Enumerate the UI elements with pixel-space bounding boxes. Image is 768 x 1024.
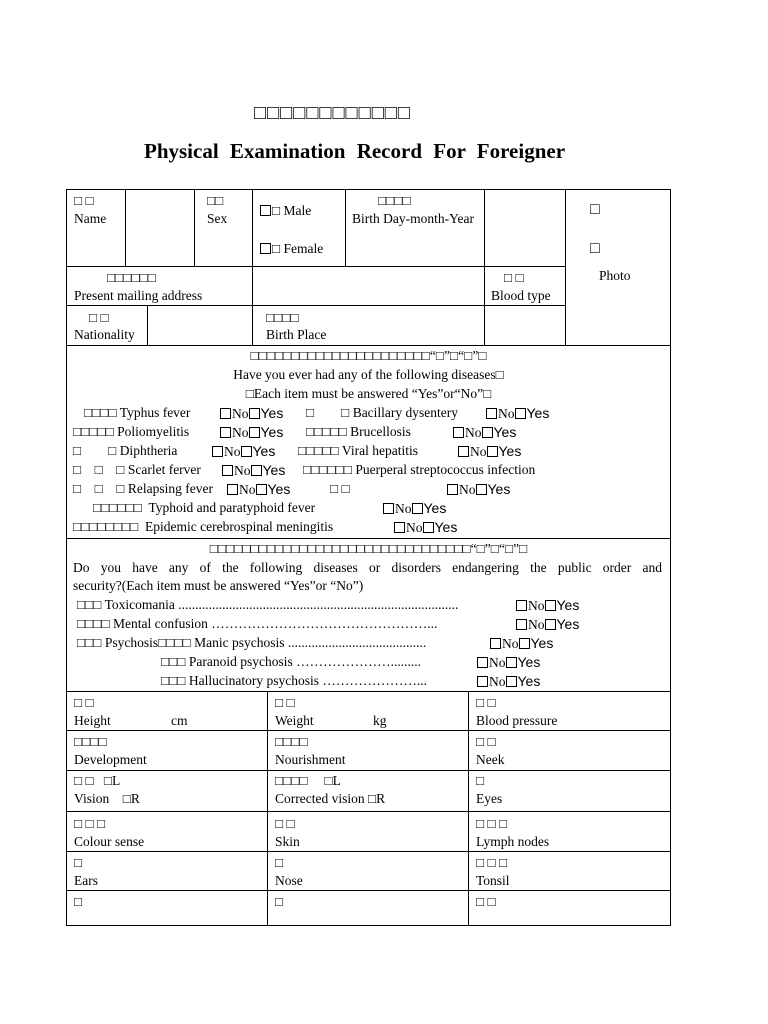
meningitis-answer[interactable]: No Yes <box>394 519 457 536</box>
disease-row: □□□□□□ Puerperal streptococcus infection <box>303 462 536 477</box>
typhoid-answer[interactable]: No Yes <box>383 500 446 517</box>
disease-row: □ □ □ Relapsing fever <box>73 481 213 496</box>
disease-row: □□□□□ Brucellosis <box>306 424 411 439</box>
height-label-cn: □ □ <box>74 695 94 710</box>
ears-label-cn: □ <box>74 855 83 870</box>
disease-row: □□□□ Typhus fever <box>84 405 191 420</box>
disorders-prompt-line2: security?(Each item must be answered “Yes”or “No”) <box>73 578 364 593</box>
address-input[interactable] <box>253 267 484 305</box>
scarlet-answer[interactable]: No Yes <box>222 462 285 479</box>
neck-label: Neek <box>476 752 505 767</box>
disease-row: □ □ Diphtheria <box>73 443 178 458</box>
blood-type-label: Blood type <box>491 288 551 303</box>
eyes-label: Eyes <box>476 791 503 806</box>
disorders-prompt-line1: Do you have any of the following diseases or disorders endangering the public order and <box>73 560 662 575</box>
disease-row: □ □ <box>330 481 350 496</box>
photo-label-cn-2: □ <box>590 240 600 257</box>
hallucinatory-answer[interactable]: No Yes <box>477 673 540 690</box>
paranoid-row: □□□ Paranoid psychosis …………………......... <box>161 654 421 669</box>
tonsil-label: Tonsil <box>476 873 510 888</box>
corrected-vision-label: Corrected vision □R <box>275 791 386 806</box>
disease-row: □ □ Bacillary dysentery <box>306 405 459 420</box>
last-row-cell-1-cn: □ <box>74 894 83 909</box>
eyes-label-cn: □ <box>476 773 485 788</box>
birth-label-cn: □□□□ <box>378 193 411 208</box>
nationality-label-cn: □ □ <box>89 310 109 325</box>
last-row-cell-3-cn: □ □ <box>476 894 496 909</box>
toxicomania-answer[interactable]: No Yes <box>516 597 579 614</box>
disease-row: □□□□□□ Typhoid and paratyphoid fever <box>93 500 316 515</box>
development-label: Development <box>74 752 147 767</box>
colour-sense-label-cn: □ □ □ <box>74 816 106 831</box>
brucellosis-answer[interactable]: No Yes <box>453 424 516 441</box>
bp-label-cn: □ □ <box>476 695 496 710</box>
birthplace-label-cn: □□□□ <box>266 310 299 325</box>
disease-row: □□□□□ Poliomyelitis <box>73 424 190 439</box>
last-row-cell-2-cn: □ <box>275 894 284 909</box>
male-option[interactable]: □ Male <box>260 203 311 219</box>
female-option[interactable]: □ Female <box>260 241 323 257</box>
disease-row: □ □ □ Scarlet ferver <box>73 462 201 477</box>
diseases-instruction: □Each item must be answered “Yes”or“No”□ <box>245 386 492 401</box>
sex-label-cn: □□ <box>207 193 224 208</box>
skin-label: Skin <box>275 834 300 849</box>
relapsing-answer[interactable]: No Yes <box>227 481 290 498</box>
weight-label-cn: □ □ <box>275 695 295 710</box>
birthplace-label: Birth Place <box>266 327 327 342</box>
neck-label-cn: □ □ <box>476 734 496 749</box>
development-label-cn: □□□□ <box>74 734 107 749</box>
nationality-label: Nationality <box>74 327 135 342</box>
height-label: Height <box>74 713 111 728</box>
typhus-answer[interactable]: No Yes <box>220 405 283 422</box>
diphtheria-answer[interactable]: No Yes <box>212 443 275 460</box>
hepatitis-answer[interactable]: No Yes <box>458 443 521 460</box>
name-input[interactable] <box>126 190 194 266</box>
birth-label: Birth Day-month-Year <box>352 211 474 226</box>
nourishment-label: Nourishment <box>275 752 346 767</box>
polio-answer[interactable]: No Yes <box>220 424 283 441</box>
nourishment-label-cn: □□□□ <box>275 734 308 749</box>
nationality-input[interactable] <box>148 306 252 345</box>
nose-label: Nose <box>275 873 303 888</box>
toxicomania-row: □□□ Toxicomania ................................................................................... <box>77 597 459 612</box>
blood-type-label-cn: □ □ <box>504 270 524 285</box>
lymph-label-cn: □ □ □ <box>476 816 508 831</box>
name-label: Name <box>74 211 107 226</box>
disorders-prompt-cn: □□□□□□□□□□□□□□□□□□□□□□□□□□□□□□□□“□”□“□”□ <box>209 541 528 556</box>
manic-answer[interactable]: No Yes <box>490 635 553 652</box>
nose-label-cn: □ <box>275 855 284 870</box>
disease-row: □□□□□ Viral hepatitis <box>298 443 418 458</box>
dysentery-answer[interactable]: No Yes <box>486 405 549 422</box>
hallucinatory-row: □□□ Hallucinatory psychosis …………………... <box>161 673 427 688</box>
vision-label-cn: □ □ □L <box>74 773 121 788</box>
weight-unit: kg <box>373 713 387 728</box>
psychosis-row: □□□ Psychosis□□□□ Manic psychosis ......................................... <box>77 635 427 650</box>
ears-label: Ears <box>74 873 98 888</box>
name-label-cn: □ □ <box>74 193 94 208</box>
diseases-prompt: Have you ever had any of the following diseases□ <box>233 367 504 382</box>
confusion-row: □□□□ Mental confusion …………………………………………... <box>77 616 438 631</box>
height-unit: cm <box>171 713 188 728</box>
skin-label-cn: □ □ <box>275 816 295 831</box>
diseases-prompt-cn: □□□□□□□□□□□□□□□□□□□□□□“□”□“□”□ <box>250 348 487 363</box>
corrected-vision-label-cn: □□□□ □L <box>275 773 341 788</box>
paranoid-answer[interactable]: No Yes <box>477 654 540 671</box>
birth-date-input[interactable] <box>485 190 565 266</box>
male-checkbox[interactable] <box>260 205 271 216</box>
vision-label: Vision □R <box>74 791 140 806</box>
bp-label: Blood pressure <box>476 713 558 728</box>
row5-right-answer[interactable]: No Yes <box>447 481 510 498</box>
disease-row: □□□□□□□□ Epidemic cerebrospinal meningitis <box>73 519 334 534</box>
lymph-label: Lymph nodes <box>476 834 550 849</box>
weight-label: Weight <box>275 713 314 728</box>
title-chinese: □□□□□□□□□□□□ <box>254 102 411 124</box>
sex-label: Sex <box>207 211 228 226</box>
address-label: Present mailing address <box>74 288 203 303</box>
address-label-cn: □□□□□□ <box>107 270 156 285</box>
female-checkbox[interactable] <box>260 243 271 254</box>
confusion-answer[interactable]: No Yes <box>516 616 579 633</box>
photo-label: Photo <box>599 268 631 283</box>
photo-label-cn-1: □ <box>590 201 600 218</box>
tonsil-label-cn: □ □ □ <box>476 855 508 870</box>
colour-sense-label: Colour sense <box>74 834 145 849</box>
title-english: Physical Examination Record For Foreigner <box>144 139 566 163</box>
